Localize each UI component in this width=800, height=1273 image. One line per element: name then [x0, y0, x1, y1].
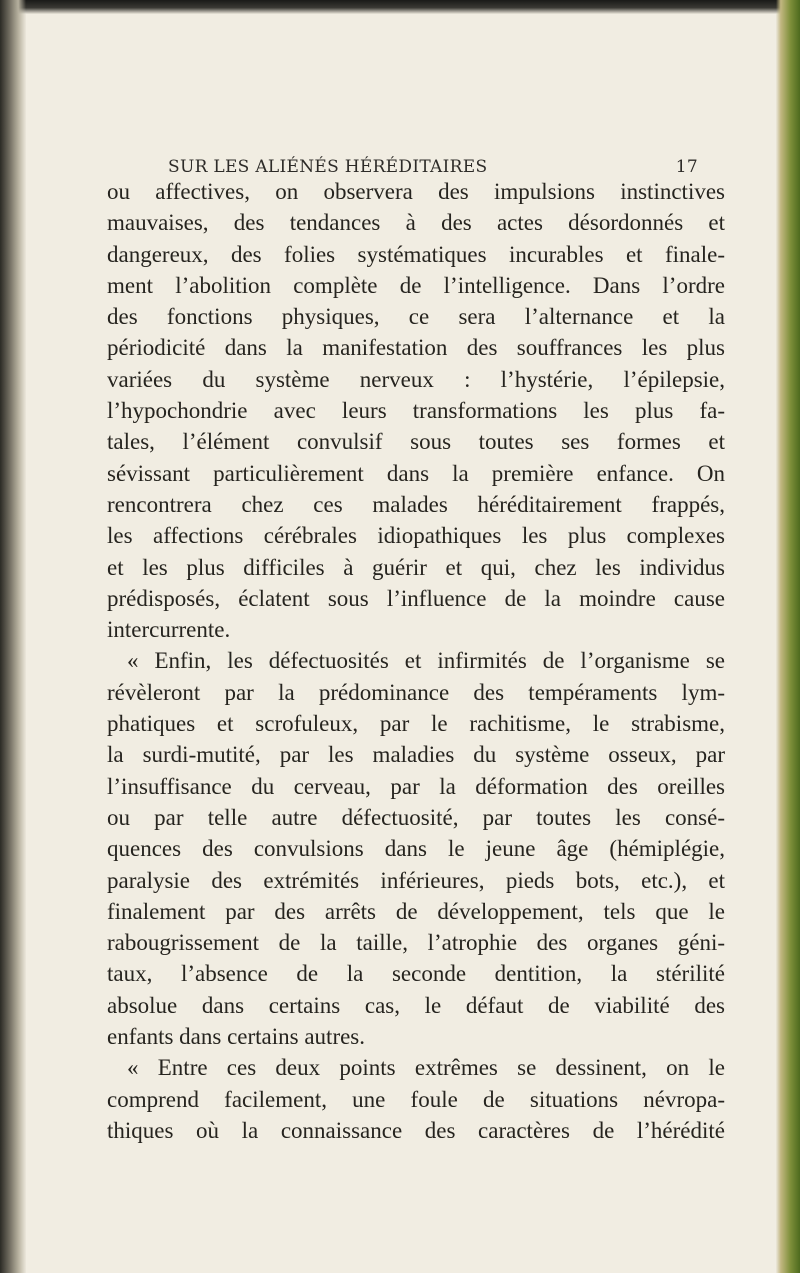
- text-line: intercurrente.: [107, 617, 231, 643]
- text-line: « Entre ces deux points extrêmes se dessinent, on le: [127, 1055, 725, 1081]
- text-line: quences des convulsions dans le jeune âge (hémiplégie,: [107, 836, 725, 862]
- body-text: [107, 176, 725, 1146]
- text-line: paralysie des extrémités inférieures, pieds bots, etc.), et: [107, 867, 725, 893]
- text-line: les affections cérébrales idiopathiques les plus complexes: [107, 523, 725, 549]
- text-line: révèleront par la prédominance des tempéraments lym-: [107, 679, 725, 705]
- text-line: tales, l’élément convulsif sous toutes ses formes et: [107, 429, 725, 455]
- text-line: la surdi-mutité, par les maladies du système osseux, par: [107, 742, 725, 768]
- text-line: des fonctions physiques, ce sera l’alternance et la: [107, 304, 725, 330]
- text-line: rencontrera chez ces malades héréditairement frappés,: [107, 491, 725, 517]
- text-line: comprend facilement, une foule de situations névropa-: [107, 1086, 725, 1112]
- text-line: rabougrissement de la taille, l’atrophie des organes géni-: [107, 930, 725, 956]
- text-line: absolue dans certains cas, le défaut de viabilité des: [107, 992, 725, 1018]
- text-line: phatiques et scrofuleux, par le rachitisme, le strabisme,: [107, 711, 725, 737]
- text-line: ou affectives, on observera des impulsions instinctives: [107, 179, 725, 204]
- text-line: dangereux, des folies systématiques incurables et finale-: [107, 241, 725, 267]
- text-line: ment l’abolition complète de l’intelligence. Dans l’ordre: [107, 272, 725, 298]
- text-line: et les plus difficiles à guérir et qui, chez les individus: [107, 554, 725, 580]
- text-line: variées du système nerveux : l’hystérie, l’épilepsie,: [107, 366, 725, 392]
- text-line: thiques où la connaissance des caractères de l’hérédité: [107, 1117, 725, 1143]
- text-line: l’hypochondrie avec leurs transformations les plus fa-: [107, 398, 725, 424]
- text-line: « Enfin, les défectuosités et infirmités de l’organisme se: [127, 648, 725, 674]
- text-line: taux, l’absence de la seconde dentition, la stérilité: [107, 961, 725, 987]
- page-number: 17: [675, 157, 698, 177]
- scan-top-edge: [0, 0, 800, 14]
- text-line: l’insuffisance du cerveau, par la déformation des oreilles: [107, 773, 725, 799]
- text-line: ou par telle autre défectuosité, par toutes les consé-: [107, 804, 725, 830]
- text-line: enfants dans certains autres.: [107, 1024, 366, 1050]
- text-line: mauvaises, des tendances à des actes désordonnés et: [107, 210, 725, 236]
- page-edge-right: [776, 0, 800, 1273]
- text-line: sévissant particulièrement dans la première enfance. On: [107, 460, 725, 486]
- text-line: finalement par des arrêts de développement, tels que le: [107, 898, 725, 924]
- text-line: prédisposés, éclatent sous l’influence de la moindre cause: [107, 585, 725, 611]
- book-binding-shadow: [0, 0, 26, 1273]
- text-line: périodicité dans la manifestation des souffrances les plus: [107, 335, 725, 361]
- running-head-title: SUR LES ALIÉNÉS HÉRÉDITAIRES: [168, 157, 488, 177]
